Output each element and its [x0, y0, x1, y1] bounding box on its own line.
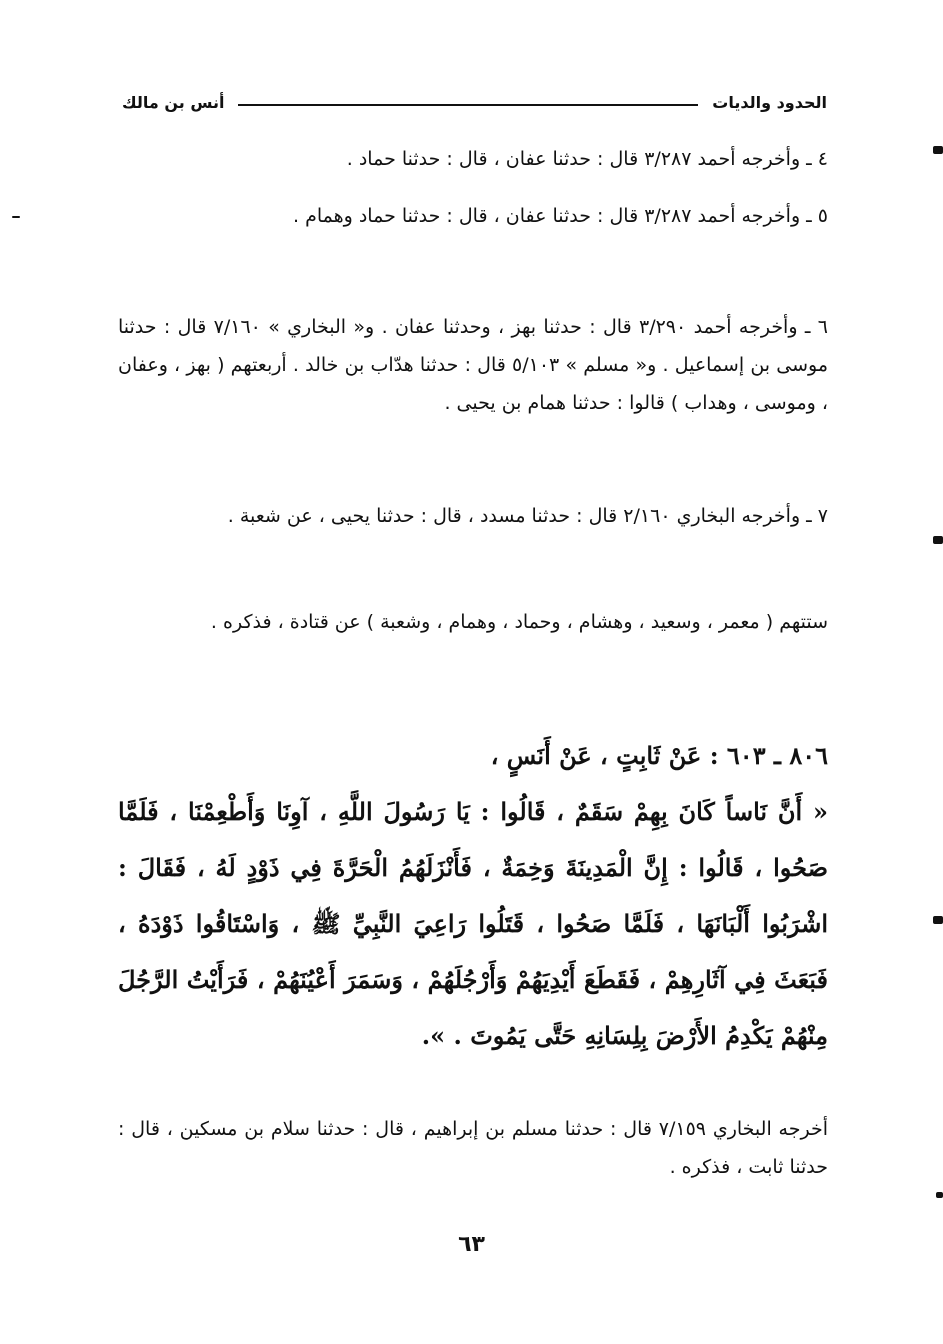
takhrij-text: أخرجه البخاري ٧/١٥٩ قال : حدثنا مسلم بن إبراهيم ، قال : حدثنا سلام بن مسكين ، قال : حدثنا ثابت ، فذكره . [118, 1118, 828, 1178]
scan-mark [936, 1192, 943, 1198]
running-header [122, 88, 827, 116]
scan-mark [933, 916, 943, 924]
note-text: ٥ ـ وأخرجه أحمد ٣/٢٨٧ قال : حدثنا عفان ، قال : حدثنا حماد وهمام . [292, 205, 828, 227]
note-4 [118, 140, 828, 178]
scan-mark [933, 536, 943, 544]
scan-mark [933, 146, 943, 154]
note-summary [118, 603, 828, 641]
narrator-name: أنس بن مالك [122, 92, 225, 112]
note-text: ٦ ـ وأخرجه أحمد ٣/٢٩٠ قال : حدثنا بهز ، وحدثنا عفان . و« البخاري » ٧/١٦٠ قال : حدثنا موسى بن إسماعيل . و« مسلم » ٥/١٠٣ قال : حدثنا هدّاب بن خالد . أربعتهم ( بهز ، وعفان ، وموسى ، وهداب ) قالوا : حدثنا همام بن يحيى . [118, 316, 828, 414]
hadith-text: « أَنَّ نَاساً كَانَ بِهِمْ سَقَمٌ ، قَالُوا : يَا رَسُولَ اللَّهِ ، آوِنَا وَأَطْعِمْنَا ، فَلَمَّا صَحُوا ، قَالُوا : إِنَّ الْمَدِينَةَ وَخِمَةٌ ، فَأَنْزَلَهُمُ الْحَرَّةَ فِي ذَوْدٍ لَهُ ، فَقَالَ : اشْرَبُوا أَلْبَانَهَا ، فَلَمَّا صَحُوا ، قَتَلُوا رَاعِيَ النَّبِيِّ ﷺ ، وَاسْتَاقُوا ذَوْدَهُ ، فَبَعَثَ فِي آثَارِهِمْ ، فَقَطَعَ أَيْدِيَهُمْ وَأَرْجُلَهُمْ ، وَسَمَرَ أَعْيُنَهُمْ ، فَرَأَيْتُ الرَّجُلَ مِنْهُمْ يَكْدِمُ الأَرْضَ بِلِسَانِهِ حَتَّى يَمُوتَ . ». [118, 797, 828, 1050]
hadith-block [118, 728, 828, 1064]
section-title: الحدود والديات [712, 92, 827, 112]
note-5 [118, 197, 828, 235]
note-text: ٤ ـ وأخرجه أحمد ٣/٢٨٧ قال : حدثنا عفان ، قال : حدثنا حماد . [346, 148, 828, 170]
note-6 [118, 308, 828, 422]
note-text: ستتهم ( معمر ، وسعيد ، وهشام ، وحماد ، وهمام ، وشعبة ) عن قتادة ، فذكره . [210, 611, 828, 633]
hadith-heading: ٨٠٦ ـ ٦٠٣ : عَنْ ثَابِتٍ ، عَنْ أَنَسٍ ، [490, 741, 828, 770]
note-7 [118, 497, 828, 535]
header-rule [238, 104, 698, 106]
takhrij-note [118, 1110, 828, 1186]
scan-mark [12, 216, 20, 218]
page-number: ٦٣ [458, 1232, 485, 1257]
note-text: ٧ ـ وأخرجه البخاري ٢/١٦٠ قال : حدثنا مسدد ، قال : حدثنا يحيى ، عن شعبة . [227, 505, 828, 527]
